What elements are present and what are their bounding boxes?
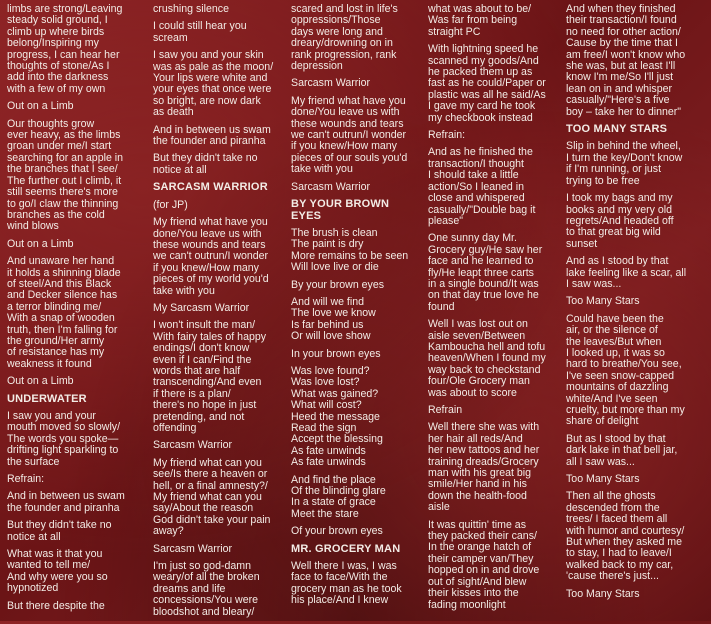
lyric-stanza: But there despite the [7, 599, 105, 612]
lyric-stanza: crushing silence [153, 3, 229, 15]
lyric-stanza: My friend what have you done/You leave us with these wounds and tears we can't outrun/I wonder if you knew/How many pieces of my world you'd take with you [153, 216, 269, 297]
lyric-stanza: limbs are strong/Leaving steady solid ground, I climb up where birds belong/Inspiring my progress, I can hear her thoughts of stone/As I add into the darkness with a few of my own [7, 3, 123, 95]
lyric-stanza: And will we find The love we know Is far behind us Or will love show [291, 295, 376, 343]
lyric-stanza: Well there she was with her hair all reds/And her new tattoos and her training dreads/Grocery man with his great big smile/Her hand in his down the health-food aisle [428, 421, 540, 514]
lyric-stanza: With lightning speed he scanned my goods/And he packed them up as fast as he could/Paper or plastic was all he said/As I gave my card he took my checkbook instead [428, 43, 546, 124]
lyric-stanza: I saw you and your mouth moved so slowly/ The words you spoke— drifting light sparkling to the surface [7, 410, 121, 468]
lyric-stanza: And in between us swam the founder and piranha [153, 123, 271, 148]
lyric-stanza: By your brown eyes [291, 278, 385, 291]
lyric-stanza: Then all the ghosts descended from the trees/ I faced them all with humor and courtesy/ But when they asked me to stay, I had to leave/I walked back to my car, 'cause there's just... [566, 490, 685, 583]
lyric-stanza: Refrain: [7, 473, 45, 486]
lyric-stanza: Slip in behind the wheel, I turn the key/Don't know if I'm running, or just trying to be free [566, 140, 683, 187]
lyric-stanza: And find the place Of the blinding glare In a state of grace Meet the stare [291, 473, 386, 520]
song-title: BY YOUR BROWN EYES [291, 198, 390, 222]
lyric-stanza: Out on a Limb [7, 237, 74, 250]
lyric-stanza: Sarcasm Warrior [153, 439, 233, 452]
lyric-stanza: Too Many Stars [566, 295, 640, 308]
lyric-stanza: In your brown eyes [291, 347, 381, 360]
lyric-stanza: I took my bags and my books and my very old regrets/And headed off to that great big wild sunset [566, 192, 674, 250]
lyric-stanza: And as I stood by that lake feeling like a scar, all I saw was... [566, 255, 687, 290]
lyric-stanza: And unaware her hand it holds a shinning blade of steel/And this Black and Decker silence has a terror blinding me/ With a snap of wooden truth, then I'm falling for the ground/Her army of resistance has my weakness it found [7, 255, 121, 370]
lyric-stanza: Well I was lost out on aisle seven/Between Kamboucha hell and tofu heaven/When I found my way back to checkstand four/Ole Grocery man was about to score [428, 318, 546, 399]
lyric-stanza: Too Many Stars [566, 587, 640, 600]
lyric-stanza: And when they finished their transaction/I found no need for other action/ Cause by the time that I am free/I won't know who she was, but at least I'll know I'm me/So I'll just lean on in and whisper casually/"Here's a five boy – take her to dinner" [566, 3, 686, 118]
lyric-stanza: Well there I was, I was face to face/With the grocery man as he took his place/And I knew [291, 560, 402, 607]
song-title: SARCASM WARRIOR [153, 181, 268, 194]
lyric-stanza: (for JP) [153, 198, 188, 211]
lyric-stanza: Refrain: [428, 129, 466, 142]
lyric-stanza: I won't insult the man/ With fairy tales of happy endings/I don't know even if I can/Find the words that are half transcending/And even if there is a plan/ there's no hope in just pretending, and not offending [153, 319, 267, 434]
lyrics-column-3 [291, 4, 425, 613]
song-title: UNDERWATER [7, 392, 87, 405]
lyric-stanza: Refrain [428, 404, 463, 416]
lyric-stanza: And as he finished the transaction/I thought I should take a little action/So I leaned in close and whispered casually/"Double bag it please" [428, 146, 536, 227]
lyric-stanza: What was it that you wanted to tell me/ And why were you so hypnotized [7, 548, 108, 595]
lyrics-column-4 [428, 4, 562, 617]
lyric-stanza: Sarcasm Warrior [153, 542, 233, 555]
lyrics-column-2 [153, 4, 287, 624]
lyric-stanza: Was love found? Was love lost? What was gained? What will cost? Heed the message Read the sign Accept the blessing As fate unwinds As fate unwinds [291, 364, 383, 469]
lyrics-column-1 [7, 4, 141, 618]
lyric-stanza: One sunny day Mr. Grocery guy/He saw her face and he learned to fly/He leapt three carts in a single bound/It was on that day true love he found [428, 232, 543, 313]
lyrics-column-5 [566, 4, 700, 606]
song-title: TOO MANY STARS [566, 123, 668, 136]
lyric-stanza: scared and lost in life's oppressions/Those days were long and dreary/drowning on in rank progression, rank depression [291, 3, 398, 73]
lyric-stanza: Out on a Limb [7, 100, 74, 113]
lyric-stanza: Our thoughts grow ever heavy, as the limbs groan under me/I start searching for an apple in the branches that I see/ The further out I climb, it still seems there's more to go/I claw the thinning branches as the cold wind blows [7, 117, 124, 233]
lyric-stanza: Too Many Stars [566, 473, 640, 486]
lyric-stanza: My Sarcasm Warrior [153, 301, 250, 314]
lyric-stanza: Sarcasm Warrior [291, 77, 371, 90]
lyric-stanza: Of your brown eyes [291, 525, 383, 538]
song-title: MR. GROCERY MAN [291, 542, 401, 555]
lyric-stanza: I could still hear you scream [153, 20, 247, 44]
lyric-stanza: But they didn't take no notice at all [7, 519, 112, 543]
lyric-stanza: And in between us swam the founder and piranha [7, 490, 125, 514]
lyric-stanza: The brush is clean The paint is dry More remains to be seen Will love live or die [291, 226, 409, 274]
lyric-stanza: I saw you and your skin was as pale as the moon/ Your lips were white and your eyes that once were so bright, are now dark as death [153, 49, 274, 119]
lyric-stanza: But they didn't take no notice at all [153, 152, 258, 176]
lyric-stanza: My friend what have you done/You leave us with these wounds and tears we can't outrun/I wonder if you knew/How many pieces of our souls you'd take with you [291, 94, 408, 176]
lyric-stanza: Out on a Limb [7, 375, 74, 388]
lyric-stanza: But as I stood by that dark lake in that bell jar, all I saw was... [566, 432, 678, 468]
lyric-stanza: It was quittin' time as they packed their cans/ In the orange hatch of their camper van/They hopped on in and drove out of sight/And blew their kisses into the fading moonlight [428, 518, 540, 611]
lyric-stanza: what was about to be/ Was far from being straight PC [428, 3, 532, 38]
lyric-stanza: My friend what can you see/Is there a heaven or hell, or a final amnesty?/ My friend what can you say/About the reason God didn't take your pain away? [153, 456, 271, 538]
lyric-stanza: I'm just so god-damn weary/of all the broken dreams and life concessions/You were bloodshot and bleary/ [153, 560, 260, 618]
lyric-stanza: Sarcasm Warrior [291, 180, 371, 193]
lyric-stanza: Could have been the air, or the silence of the leaves/But when I looked up, it was so hard to breathe/You see, I've seen snow-capped mountains of dazzling white/And I've seen cruelty, but more than my share of delight [566, 312, 685, 428]
